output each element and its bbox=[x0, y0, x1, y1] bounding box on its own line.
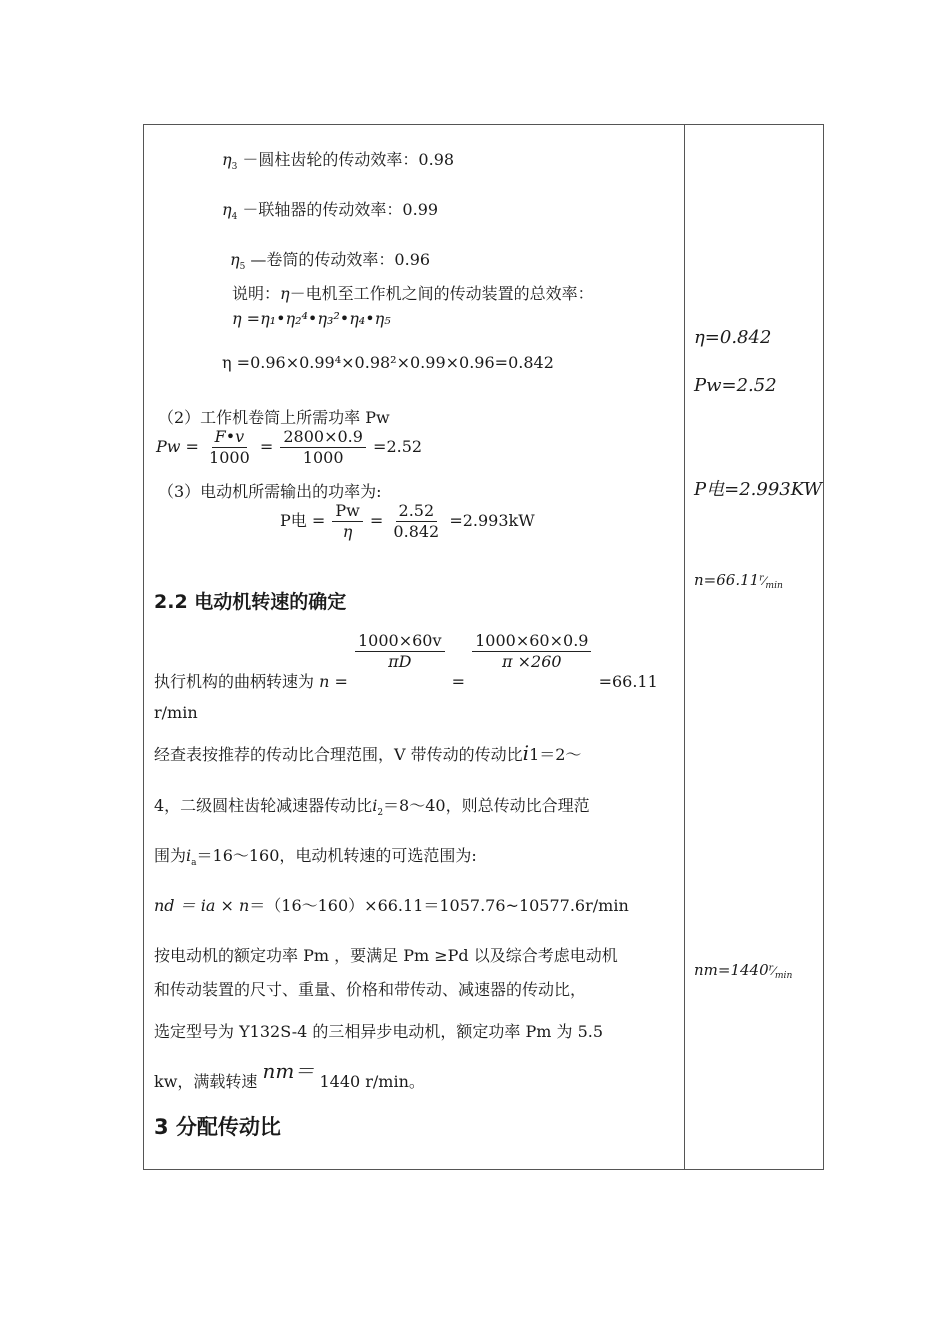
total-efficiency-formula: η =η₁•η₂⁴•η₃²•η₄•η₅ bbox=[232, 309, 391, 328]
selection-line-2: 和传动装置的尺寸、重量、价格和带传动、减速器的传动比， bbox=[154, 980, 587, 999]
power-w-label: （2）工作机卷筒上所需功率 Pw bbox=[158, 408, 390, 427]
crank-speed-unit: r/min bbox=[154, 703, 198, 722]
eta4-line: $\eta_4$ －联轴器的传动效率：0.99 bbox=[222, 200, 439, 222]
result-pmotor: P电=2.993KW bbox=[694, 479, 823, 500]
ratio-line-1: 经查表按推荐的传动比合理范围，V 带传动的传动比i1＝2～ bbox=[154, 741, 582, 765]
power-motor-label: （3）电动机所需输出的功率为: bbox=[158, 482, 382, 501]
crank-speed-line: 执行机构的曲柄转速为 n = $\frac{1000\times 60v}{\pi D}$ = $\frac{1000\times 60\times 0.9}{\pi \times 260}$ =66.11 bbox=[154, 631, 658, 691]
result-eta: η=0.842 bbox=[694, 327, 772, 348]
column-divider bbox=[684, 125, 685, 1169]
section-heading-3: 3 分配传动比 bbox=[154, 1115, 281, 1139]
power-motor-formula: P电 = $\frac{Pw}{\eta}$ = $\frac{2.52}{0.842}$ =2.993kW bbox=[280, 501, 535, 541]
eta3-line: $\eta_3$ －圆柱齿轮的传动效率：0.98 bbox=[222, 150, 455, 172]
selection-line-1: 按电动机的额定功率 Pm ，要满足 Pm ≥Pd 以及综合考虑电动机 bbox=[154, 946, 618, 965]
result-nm: $nm=1440^r⁄_{min}$ bbox=[694, 961, 793, 982]
power-w-formula: Pw = $\frac{F•v}{1000}$ = $\frac{2800\times 0.9}{1000}$ =2.52 bbox=[156, 427, 423, 467]
ratio-line-2: 4，二级圆柱齿轮减速器传动比$i_2=8\sim 40$，则总传动比合理范 bbox=[154, 796, 590, 818]
selection-line-3: 选定型号为 Y132S-4 的三相异步电动机，额定功率 Pm 为 5.5 bbox=[154, 1022, 604, 1041]
speed-range-line: nd ＝ ia × n＝（16～160）×66.11＝1057.76~10577.6r/min bbox=[154, 896, 629, 915]
result-pw: Pw=2.52 bbox=[694, 375, 777, 396]
result-n: $n=66.11^r⁄_{min}$ bbox=[694, 571, 783, 592]
calculation-table bbox=[143, 124, 824, 1170]
efficiency-calculation: η =0.96×0.99⁴×0.98²×0.99×0.96=0.842 bbox=[222, 353, 554, 372]
section-heading-2-2: 2.2 电动机转速的确定 bbox=[154, 591, 347, 613]
selection-line-4: kw，满载转速 nm＝ 1440 r/min。 bbox=[154, 1059, 425, 1091]
ratio-line-3: 围为$i_a=16\sim 160$，电动机转速的可选范围为: bbox=[154, 846, 477, 868]
eta5-line: $\eta_5$ —卷筒的传动效率：0.96 bbox=[230, 250, 431, 272]
efficiency-note: 说明：η－电机至工作机之间的传动装置的总效率： bbox=[232, 284, 594, 303]
